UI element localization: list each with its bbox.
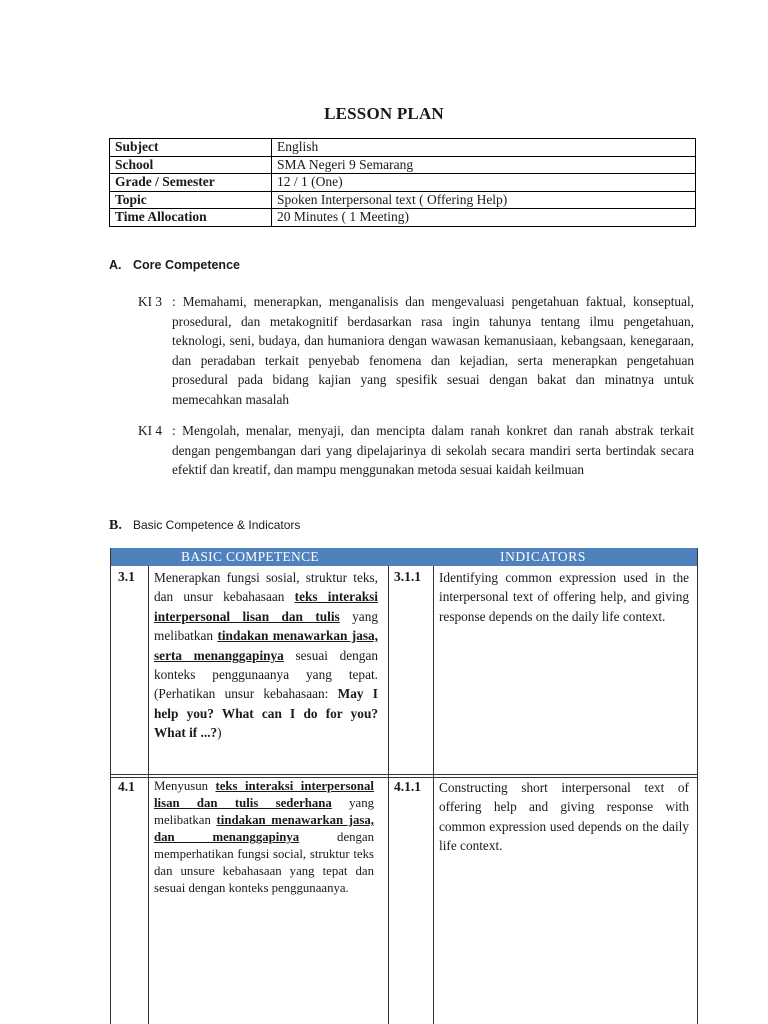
header-indicators: INDICATORS — [499, 549, 586, 564]
row1-bc-text: ) — [217, 725, 222, 741]
row2-bc-text: yang melibatkan — [154, 796, 374, 827]
competence-table — [110, 548, 698, 1024]
column-divider — [388, 566, 389, 1024]
info-key: Grade / Semester — [110, 174, 272, 192]
row2-bc-text: Menyusun — [154, 779, 216, 793]
row2-basic-competence — [154, 778, 374, 897]
info-value: 12 / 1 (One) — [272, 174, 696, 192]
info-key: Topic — [110, 191, 272, 209]
ki3-block — [138, 292, 694, 410]
section-a-number: A. — [109, 258, 122, 272]
section-b-title: Basic Competence & Indicators — [133, 518, 301, 532]
ki3-label: KI 3 — [138, 294, 163, 309]
ki4-text: : Mengolah, menalar, menyaji, dan mencipta dalam ranah konkret dan ranah abstrak terkait dengan pengembangan dari yang dipelajarinya di sekolah secara mandiri serta bertindak secara efektif dan kreatif, dan mampu menggunakan metoda sesuai kaidah keilmuan — [172, 421, 694, 480]
section-b-heading — [109, 518, 300, 534]
ki3-text: : Memahami, menerapkan, menganalisis dan mengevaluasi pengetahuan faktual, konseptual, prosedural, dan metakognitif berdasarkan rasa ingin tahunya tentang ilmu pengetahuan, teknologi, seni, budaya, dan humaniora dengan wawasan kemanusiaan, kebangsaan, kenegaraan, dan peradaban terkait penyebab fenomena dan kejadian, serta menerapkan pengetahuan prosedural pada bidang kajian yang spesifik sesuai dengan bakat dan minatnya untuk memecahkan masalah — [172, 292, 694, 410]
row1-bc-text: yang melibatkan — [154, 608, 378, 644]
row1-bc-text: Menerapkan fungsi sosial, struktur teks, dan unsur kebahasaan — [154, 570, 378, 605]
row-divider — [111, 774, 697, 775]
lesson-info-table — [109, 138, 696, 227]
row1-bc-emphasis: tindakan menawarkan jasa, serta menanggapinya — [154, 628, 378, 663]
section-b-number: B. — [109, 518, 122, 533]
row1-bc-emphasis: teks interaksi interpersonal lisan dan tulis — [154, 589, 378, 624]
info-key: School — [110, 156, 272, 174]
row2-indicator-number: 4.1.1 — [394, 779, 421, 794]
info-row-school — [110, 156, 696, 174]
info-row-time — [110, 209, 696, 227]
row2-indicator-text: Constructing short interpersonal text of offering help and giving response with common expression used depends on the daily life context. — [439, 780, 689, 854]
info-row-topic — [110, 191, 696, 209]
info-value: 20 Minutes ( 1 Meeting) — [272, 209, 696, 227]
page-title: LESSON PLAN — [324, 104, 444, 123]
column-divider — [148, 566, 149, 1024]
info-value: English — [272, 139, 696, 157]
info-key: Time Allocation — [110, 209, 272, 227]
section-a-heading — [109, 258, 240, 272]
row2-bc-text: dengan memperhatikan fungsi social, struktur teks dan unsure kebahasaan yang tepat dan sesuai dengan konteks penggunaanya. — [154, 830, 374, 895]
row2-bc-emphasis: tindakan menawarkan jasa, dan menanggapinya — [154, 813, 374, 844]
row1-bc-expressions: May I help you? What can I do for you? What if ...? — [154, 686, 378, 741]
info-key: Subject — [110, 139, 272, 157]
table-header — [111, 548, 697, 566]
row1-indicator-text: Identifying common expression used in the interpersonal text of offering help, and giving response depends on the daily life context. — [439, 570, 689, 624]
row1-indicator-number: 3.1.1 — [394, 569, 421, 584]
ki4-label: KI 4 — [138, 423, 163, 438]
row2-bc-emphasis: teks interaksi interpersonal lisan dan tulis sederhana — [154, 779, 374, 810]
header-basic-competence: BASIC COMPETENCE — [181, 549, 319, 564]
row1-basic-competence — [154, 568, 378, 743]
ki4-block — [138, 421, 694, 480]
info-value: SMA Negeri 9 Semarang — [272, 156, 696, 174]
column-divider — [433, 566, 434, 1024]
info-row-subject — [110, 139, 696, 157]
info-value: Spoken Interpersonal text ( Offering Help) — [272, 191, 696, 209]
row1-number: 3.1 — [118, 569, 135, 584]
row2-number: 4.1 — [118, 779, 135, 794]
info-row-grade — [110, 174, 696, 192]
row1-bc-text: sesuai dengan konteks penggunaanya yang tepat. (Perhatikan unsur kebahasaan: — [154, 647, 378, 702]
section-a-title: Core Competence — [133, 258, 240, 272]
